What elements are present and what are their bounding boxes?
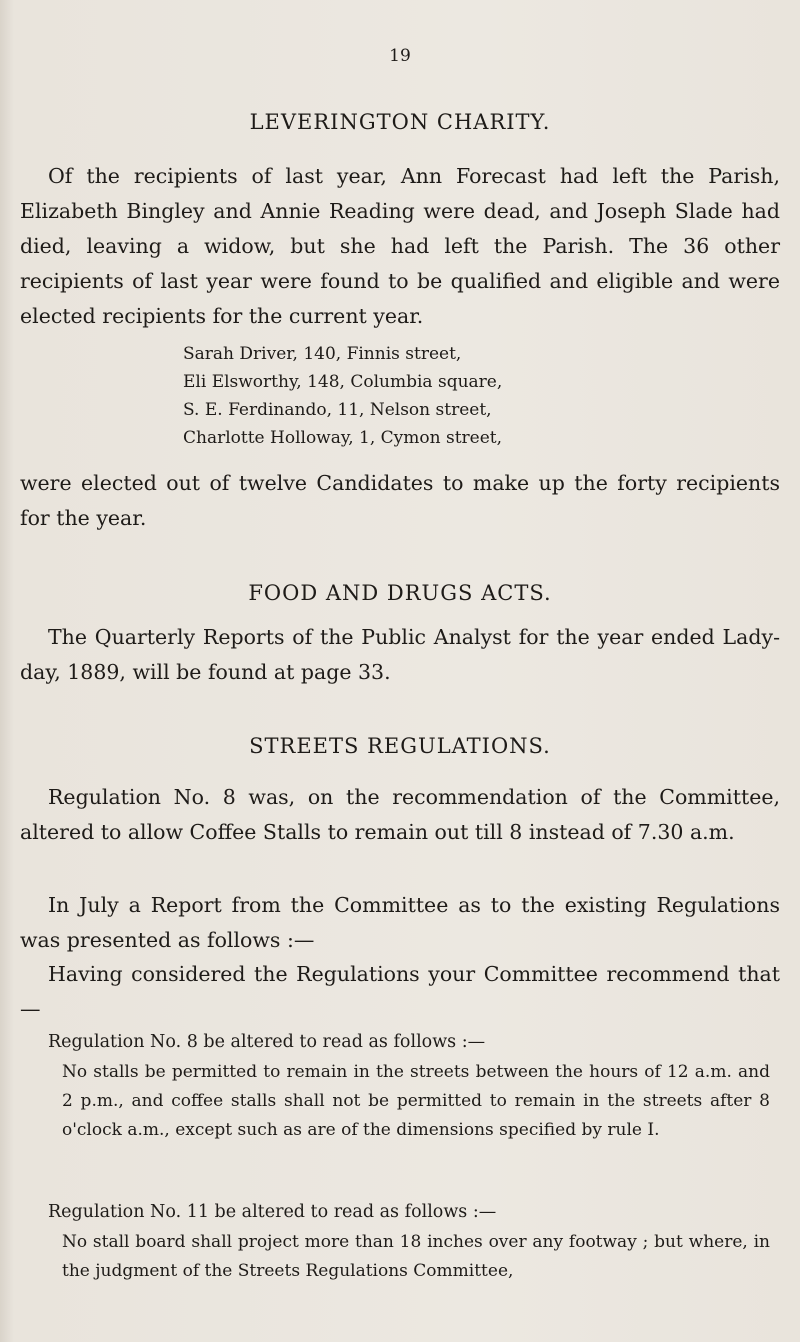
reg11-intro [20, 1197, 780, 1227]
leverington-paragraph-2 [20, 466, 780, 536]
reg8-intro [20, 1027, 780, 1057]
leverington-para2-text: were elected out of twelve Candidates to make up the forty recipients for the year. [20, 471, 780, 530]
food-paragraph [20, 620, 780, 690]
recipients-list [183, 340, 743, 452]
streets-para1-text: Regulation No. 8 was, on the recommendation of the Committee, altered to allow Coffee Stalls to remain out till 8 instead of 7.30 a.m. [20, 785, 780, 844]
heading-streets-regulations: STREETS REGULATIONS. [249, 734, 551, 758]
reg8-intro-text: Regulation No. 8 be altered to read as follows :— [48, 1032, 486, 1052]
streets-paragraph-3 [20, 957, 780, 1027]
streets-paragraph-1 [20, 780, 780, 850]
leverington-para1-text: Of the recipients of last year, Ann Forecast had left the Parish, Elizabeth Bingley and Annie Reading were dead, and Joseph Slade had died, leaving a widow, but she had left the Parish. The 36 other recipients of last year were found to be qualified and eligible and were elected recipients for the current year. [20, 164, 780, 328]
reg11-quote [62, 1228, 770, 1286]
list-item: Eli Elsworthy, 148, Columbia square, [183, 372, 503, 392]
heading-food-drugs-acts: FOOD AND DRUGS ACTS. [248, 581, 552, 605]
page-number: 19 [389, 46, 411, 66]
reg11-intro-text: Regulation No. 11 be altered to read as follows :— [48, 1202, 497, 1222]
heading-leverington-charity: LEVERINGTON CHARITY. [249, 110, 551, 134]
food-para-text: The Quarterly Reports of the Public Analyst for the year ended Lady-day, 1889, will be found at page 33. [20, 625, 780, 684]
streets-paragraph-2 [20, 888, 780, 958]
reg8-quote-text: No stalls be permitted to remain in the streets between the hours of 12 a.m. and 2 p.m., and coffee stalls shall not be permitted to remain in the streets after 8 o'clock a.m., except such as are of the dimensions specified by rule I. [62, 1062, 770, 1140]
list-item: Charlotte Holloway, 1, Cymon street, [183, 428, 503, 448]
streets-para2-text: In July a Report from the Committee as to the existing Regulations was presented as follows :— [20, 893, 780, 952]
list-item: S. E. Ferdinando, 11, Nelson street, [183, 400, 492, 420]
leverington-paragraph-1 [20, 159, 780, 334]
list-item: Sarah Driver, 140, Finnis street, [183, 344, 462, 364]
streets-para3-text: Having considered the Regulations your Committee recommend that— [20, 962, 780, 1021]
reg8-quote [62, 1058, 770, 1145]
reg11-quote-text: No stall board shall project more than 18 inches over any footway ; but where, in the judgment of the Streets Regulations Committee, [62, 1232, 770, 1281]
